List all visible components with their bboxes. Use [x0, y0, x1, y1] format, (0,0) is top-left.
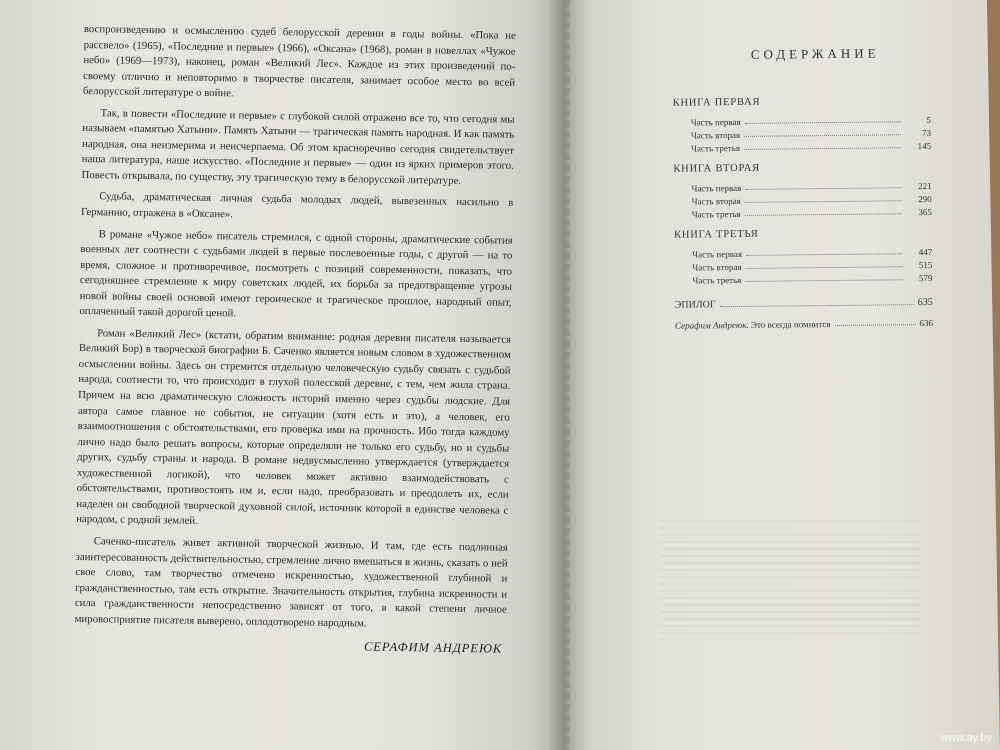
- entry-label: Часть вторая: [691, 195, 741, 207]
- entry-label: Часть первая: [692, 248, 743, 260]
- paragraph: Саченко-писатель живет активной творческой жизнью. И там, где есть подлинная заинтересованность действительностью, стремление лично вмешаться в жизнь, сказать о ней свое слово, там творчество отмечено искренностью, художественной глубиной и гражданственностью, там есть открытие. Значительность открытия, глубина искренности и сила гражданственности непосредственно зависят от того, в какой степени личное мировосприятие писателя выверено, оплодотворено народным.: [74, 535, 508, 630]
- paragraph: Так, в повести «Последние и первые» с глубокой силой отражено все то, что сегодня мы называем «памятью Хатыни». Память Хатыни — трагическая память народная. И как память народная, она неизмерима и неисчерпаема. Об этом красноречиво сегодня свидетельствует наша литература, наше искусство. «Последние и первые» — один из ярких примеров этого. Повесть открывала, по существу, эту трагическую тему в белорусской литературе.: [81, 107, 515, 187]
- toc-epilog: [675, 297, 933, 311]
- entry-label: Часть вторая: [690, 129, 741, 141]
- paragraph: Судьба, драматическая личная судьба молодых людей, вывезенных насильно в Германию, отражена в «Оксане».: [80, 190, 514, 221]
- entry-label: Часть первая: [691, 182, 742, 194]
- toc-entry: [691, 138, 931, 154]
- page-number: 145: [917, 140, 932, 152]
- toc-book-1: [641, 95, 932, 154]
- page-number: 290: [918, 193, 932, 205]
- paragraph: Роман «Великий Лес» (кстати, обратим внимание: родная деревня писателя называется Великий Бор) в творческой биографии Б. Саченко является новым словом в художественном осмыслении войны. Здесь он стремится отдельную человеческую судьбу связать с судьбой народа, соотнести то, что происходит в глухой полесской деревне, с тем, чем жила страна. Причем на всю драматическую сложность историй именно через судьбы людские. Для автора самое главное не события, не ситуации (хотя есть и это), а человек, его взаимоотношения с обстоятельствами, его проверка ими на прочность. Ибо тогда каждому лично надо было решать вопросы, которые определяли не только его судьбу, но и судьбы других, судьбу страны и народа. В романе недвусмысленно утверждается (утверждается художественной логикой), что человек может активно взаимодействовать с обстоятельствами, противостоять им и, если надо, преобразовать и преодолеть их, если наделен он свободной творческой духовной силой, источник которой в единстве человека с народом, с родной землей.: [76, 327, 512, 528]
- entry-label: Часть третья: [692, 274, 742, 286]
- afterword-author: Серафим Андреюк.: [674, 319, 749, 331]
- toc-book-2: [641, 161, 932, 220]
- toc-title: СОДЕРЖАНИЕ: [750, 45, 880, 62]
- entry-label: Часть третья: [691, 208, 741, 220]
- page-number: 447: [918, 246, 933, 258]
- page-number: 636: [919, 317, 934, 329]
- toc-entry: [692, 270, 932, 286]
- watermark: www.ay.by: [940, 732, 992, 744]
- article-text: [74, 22, 516, 657]
- page-number: 635: [917, 296, 933, 309]
- book-heading: КНИГА ПЕРВАЯ: [672, 96, 761, 109]
- entry-label: Часть первая: [690, 116, 741, 128]
- page-number: 221: [917, 180, 932, 192]
- paragraph: воспроизведению и осмыслению судеб белорусской деревни в годы войны. «Пока не рассвело» (1965), «Последние и первые» (1966), «Оксана» (1968), роман в новеллах «Чужое небо» (1969—1973), наконец, роман «Великий Лес». Каждое из этих произведений по-своему отлично и неповторимо в творчестве писателя, занимает особое место во всей белорусской литературе о войне.: [82, 22, 516, 100]
- book-heading: КНИГА ТРЕТЬЯ: [673, 228, 759, 241]
- afterword-title: Это всегда помнится: [750, 319, 831, 330]
- toc-book-3: [642, 227, 933, 286]
- entry-label: Часть третья: [691, 142, 741, 154]
- author-signature: СЕРАФИМ АНДРЕЮК: [363, 639, 503, 656]
- table-of-contents: [640, 37, 933, 331]
- page-number: 5: [926, 114, 931, 126]
- bleed-through-print: [660, 520, 920, 640]
- entry-label: ЭПИЛОГ: [674, 299, 716, 311]
- page-number: 365: [918, 206, 932, 218]
- page-number: 73: [921, 127, 932, 139]
- page-number: 579: [918, 272, 933, 284]
- toc-entry: [692, 204, 932, 220]
- page-number: 515: [918, 259, 933, 271]
- book-heading: КНИГА ВТОРАЯ: [673, 162, 761, 175]
- binding-stitches: [564, 0, 570, 750]
- entry-label: Часть вторая: [692, 261, 742, 273]
- paragraph: В романе «Чужое небо» писатель стремился, с одной стороны, драматические события военных лет соотнести с судьбами людей в первые послевоенные годы, с другой — на то время, сложное и противоречивое, посмотреть с позиций современности, показать, что сегодняшнее стремление к миру советских людей, их борьба за предотвращение угрозы новой войны своей основой имеют героическое и трагическое прошлое, народный опыт, оплаченный такой дорогой ценой.: [79, 227, 513, 320]
